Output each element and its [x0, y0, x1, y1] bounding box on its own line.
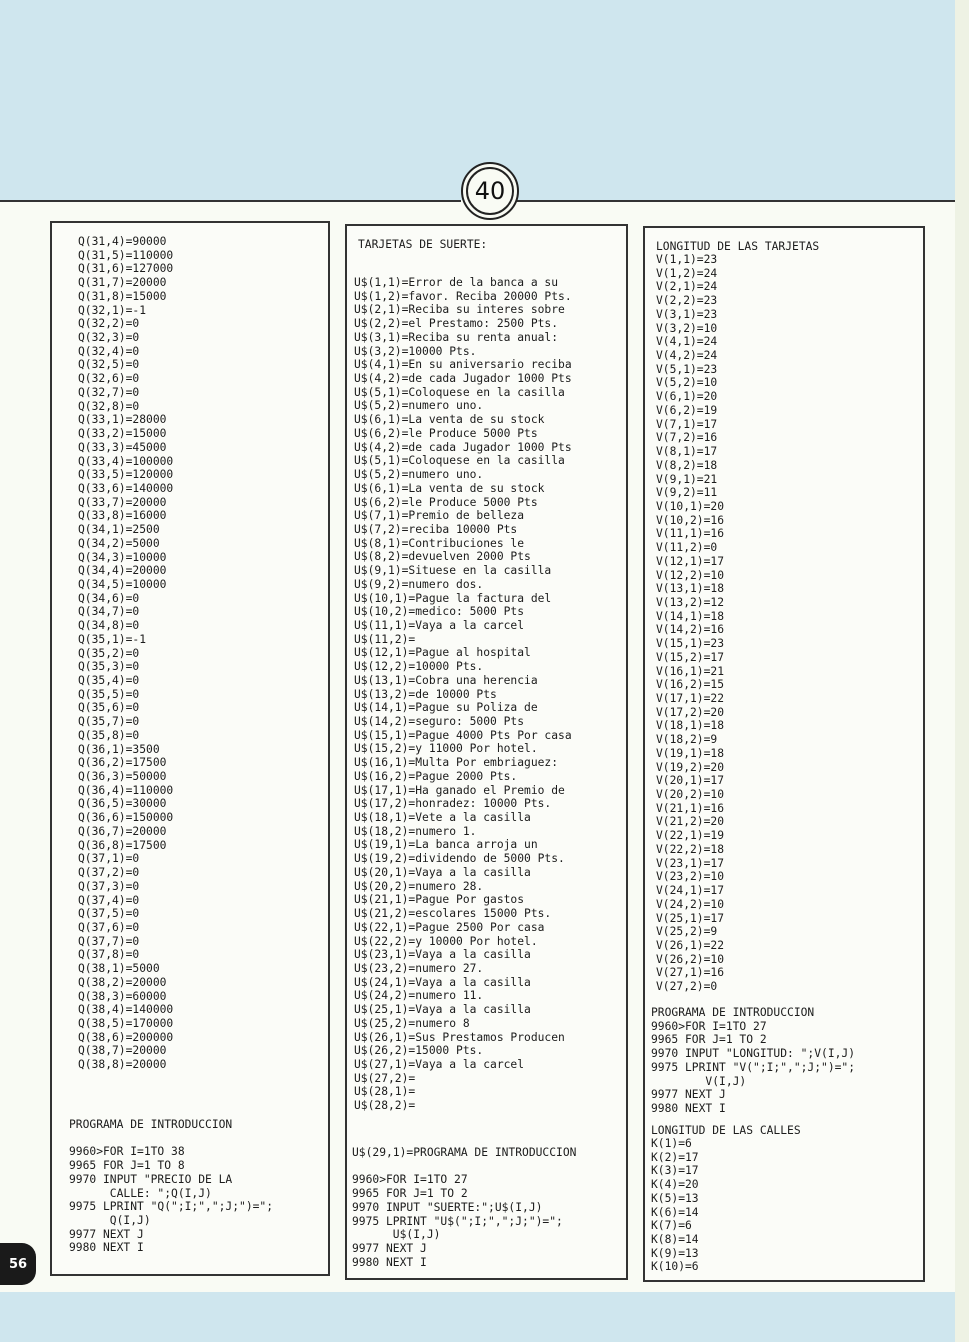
price-line: Q(35,7)=0: [78, 715, 140, 729]
street-length-line: K(8)=14: [651, 1233, 699, 1247]
card-line: U$(19,1)=La banca arroja un: [354, 838, 538, 852]
street-length-line: K(2)=17: [651, 1150, 699, 1164]
card-line: U$(1,2)=favor. Reciba 20000 Pts.: [354, 289, 572, 303]
price-line: Q(32,7)=0: [78, 385, 140, 399]
card-length-line: V(13,2)=12: [656, 595, 725, 609]
price-line: Q(32,3)=0: [78, 331, 140, 345]
card-length-line: V(6,1)=20: [656, 390, 718, 404]
card-length-line: V(22,2)=18: [656, 842, 725, 856]
longitud-program: PROGRAMA DE INTRODUCCION 9960>FOR I=1TO 27 9965 FOR J=1 TO 2 9970 INPUT "LONGITUD: ";V(I,J) 9975 LPRINT "V(";I;",";J;")="; V(I,J) 9977 NEXT J 9980 NEXT I: [651, 1006, 856, 1116]
card-length-line: V(18,2)=9: [656, 733, 718, 747]
card-line: U$(1,1)=Error de la banca a su: [354, 276, 559, 289]
price-line: Q(33,5)=120000: [78, 468, 174, 482]
card-line: U$(13,1)=Cobra una herencia: [354, 673, 538, 687]
price-line: Q(35,2)=0: [78, 646, 140, 660]
price-line: Q(34,4)=20000: [78, 564, 167, 578]
price-line: Q(37,6)=0: [78, 920, 140, 934]
card-line: U$(14,2)=seguro: 5000 Pts: [354, 715, 525, 728]
card-length-line: V(23,2)=10: [656, 870, 725, 884]
card-line: U$(19,2)=dividendo de 5000 Pts.: [354, 852, 565, 866]
card-length-line: V(5,2)=10: [656, 376, 718, 390]
card-line: U$(16,2)=Pague 2000 Pts.: [354, 769, 518, 783]
card-line: U$(21,1)=Pague Por gastos: [354, 893, 525, 907]
card-length-line: V(10,2)=16: [656, 513, 725, 527]
price-line: Q(38,4)=140000: [78, 1003, 174, 1017]
price-line: Q(37,3)=0: [78, 879, 140, 893]
card-length-line: V(19,1)=18: [656, 746, 725, 760]
prices-program: PROGRAMA DE INTRODUCCION 9960>FOR I=1TO 38 9965 FOR J=1 TO 8 9970 INPUT "PRECIO DE LA CALLE: ";Q(I,J) 9975 LPRINT "Q(";I;",";J;")="; Q(I,J) 9977 NEXT J 9980 NEXT I: [69, 1118, 274, 1255]
card-length-line: V(22,1)=19: [656, 829, 725, 843]
card-line: U$(4,2)=de cada Jugador 1000 Pts: [354, 440, 572, 454]
card-length-line: V(9,1)=21: [656, 472, 718, 486]
card-length-line: V(6,2)=19: [656, 403, 718, 417]
card-length-line: V(9,2)=11: [656, 486, 718, 500]
card-length-line: V(8,1)=17: [656, 445, 718, 459]
card-line: U$(9,1)=Situese en la casilla: [354, 564, 552, 578]
price-line: Q(36,2)=17500: [78, 756, 167, 770]
card-length-line: V(16,1)=21: [656, 664, 725, 678]
price-line: Q(33,6)=140000: [78, 481, 174, 495]
price-line: Q(32,4)=0: [78, 344, 140, 358]
price-line: Q(34,3)=10000: [78, 550, 167, 564]
card-length-line: V(19,2)=20: [656, 760, 725, 774]
card-line: U$(8,1)=Contribuciones le: [354, 536, 525, 550]
card-length-line: V(7,1)=17: [656, 417, 718, 431]
card-length-line: V(1,2)=24: [656, 266, 718, 280]
card-length-line: V(17,2)=20: [656, 705, 725, 719]
card-length-line: V(27,2)=0: [656, 980, 718, 994]
price-line: Q(35,5)=0: [78, 687, 140, 701]
card-line: U$(13,2)=de 10000 Pts: [354, 687, 497, 701]
card-length-line: V(20,1)=17: [656, 774, 725, 788]
card-line: U$(18,1)=Vete a la casilla: [354, 811, 531, 825]
price-line: Q(34,6)=0: [78, 591, 140, 605]
card-line: U$(27,2)=: [354, 1071, 416, 1085]
price-line: Q(37,4)=0: [78, 893, 140, 907]
price-line: Q(35,3)=0: [78, 660, 140, 674]
card-line: U$(15,1)=Pague 4000 Pts Por casa: [354, 728, 572, 742]
price-line: Q(32,8)=0: [78, 399, 140, 413]
price-line: Q(31,8)=15000: [78, 289, 167, 303]
card-line: U$(7,2)=reciba 10000 Pts: [354, 522, 518, 536]
price-line: Q(36,4)=110000: [78, 783, 174, 797]
price-line: Q(33,7)=20000: [78, 495, 167, 509]
card-length-line: V(15,2)=17: [656, 650, 725, 664]
price-line: Q(35,1)=-1: [78, 632, 147, 646]
price-line: Q(38,1)=5000: [78, 962, 160, 976]
card-line: U$(3,1)=Reciba su renta anual:: [354, 330, 559, 344]
column-prices: [50, 221, 330, 1276]
card-length-line: V(14,1)=18: [656, 609, 725, 623]
price-line: Q(36,3)=50000: [78, 770, 167, 784]
column-longitud: [643, 226, 925, 1282]
card-line: U$(7,1)=Premio de belleza: [354, 509, 525, 523]
column-suerte: [345, 224, 628, 1280]
card-line: U$(11,2)=: [354, 632, 416, 646]
card-length-line: V(4,2)=24: [656, 349, 718, 363]
card-line: U$(16,1)=Multa Por embriaguez:: [354, 756, 559, 770]
card-line: U$(4,1)=En su aniversario reciba: [354, 358, 572, 372]
price-line: Q(32,1)=-1: [78, 303, 147, 317]
price-line: Q(33,2)=15000: [78, 427, 167, 441]
street-length-line: K(10)=6: [651, 1260, 699, 1274]
price-line: Q(35,6)=0: [78, 701, 140, 715]
card-line: U$(26,2)=15000 Pts.: [354, 1044, 484, 1058]
card-line: U$(22,1)=Pague 2500 Por casa: [354, 920, 545, 934]
price-line: Q(33,3)=45000: [78, 440, 167, 454]
card-line: U$(8,2)=devuelven 2000 Pts: [354, 550, 531, 564]
card-line: U$(2,1)=Reciba su interes sobre: [354, 303, 565, 317]
price-line: Q(36,5)=30000: [78, 797, 167, 811]
card-line: U$(6,2)=le Produce 5000 Pts: [354, 495, 538, 509]
card-length-line: V(16,2)=15: [656, 678, 725, 692]
card-line: U$(22,2)=y 10000 Por hotel.: [354, 934, 538, 948]
street-length-line: K(1)=6: [651, 1137, 692, 1150]
card-line: U$(24,1)=Vaya a la casilla: [354, 975, 531, 989]
header-rule-right: [517, 200, 955, 202]
price-line: Q(34,1)=2500: [78, 523, 160, 537]
price-line: Q(31,7)=20000: [78, 276, 167, 290]
card-length-line: V(2,2)=23: [656, 294, 718, 308]
card-length-line: V(1,1)=23: [656, 253, 718, 266]
card-line: U$(28,1)=: [354, 1085, 416, 1099]
card-length-line: V(3,1)=23: [656, 307, 718, 321]
price-line: Q(37,8)=0: [78, 948, 140, 962]
calles-title: LONGITUD DE LAS CALLES: [651, 1124, 801, 1137]
street-length-line: K(5)=13: [651, 1191, 699, 1205]
card-length-line: V(8,2)=18: [656, 458, 718, 472]
card-line: U$(20,1)=Vaya a la casilla: [354, 865, 531, 879]
price-line: Q(33,8)=16000: [78, 509, 167, 523]
price-line: Q(36,8)=17500: [78, 838, 167, 852]
card-line: U$(23,1)=Vaya a la casilla: [354, 948, 531, 962]
prices-listing: [78, 235, 173, 1072]
card-length-line: V(12,1)=17: [656, 554, 725, 568]
longitud-listing: [656, 253, 724, 994]
suerte-program: U$(29,1)=PROGRAMA DE INTRODUCCION 9960>FOR I=1TO 27 9965 FOR J=1 TO 2 9970 INPUT "SUERTE:";U$(I,J) 9975 LPRINT "U$(";I;",";J;")="; U$(I,J) 9977 NEXT J 9980 NEXT I: [352, 1146, 577, 1269]
card-line: U$(25,2)=numero 8: [354, 1016, 470, 1030]
card-length-line: V(10,1)=20: [656, 499, 725, 513]
card-length-line: V(26,1)=22: [656, 938, 725, 952]
page-number: 56: [0, 1243, 36, 1285]
card-length-line: V(13,1)=18: [656, 582, 725, 596]
card-length-line: V(4,1)=24: [656, 335, 718, 349]
suerte-listing: [354, 276, 572, 1113]
price-line: Q(31,6)=127000: [78, 262, 174, 276]
card-length-line: V(24,2)=10: [656, 897, 725, 911]
card-length-line: V(24,1)=17: [656, 884, 725, 898]
card-line: U$(17,2)=honradez: 10000 Pts.: [354, 797, 552, 811]
card-length-line: V(15,1)=23: [656, 637, 725, 651]
street-length-line: K(3)=17: [651, 1164, 699, 1178]
price-line: Q(33,4)=100000: [78, 454, 174, 468]
price-line: Q(38,8)=20000: [78, 1058, 167, 1072]
street-length-line: K(6)=14: [651, 1205, 699, 1219]
card-line: U$(6,1)=La venta de su stock: [354, 481, 545, 495]
card-line: U$(6,1)=La venta de su stock: [354, 413, 545, 427]
card-length-line: V(17,1)=22: [656, 692, 725, 705]
card-length-line: V(25,1)=17: [656, 911, 725, 925]
card-line: U$(5,2)=numero uno.: [354, 468, 484, 482]
price-line: Q(38,5)=170000: [78, 1016, 174, 1030]
street-length-line: K(7)=6: [651, 1219, 692, 1233]
card-line: U$(25,1)=Vaya a la casilla: [354, 1003, 531, 1017]
card-length-line: V(18,1)=18: [656, 719, 725, 733]
card-line: U$(17,1)=Ha ganado el Premio de: [354, 783, 565, 797]
price-line: Q(36,1)=3500: [78, 742, 160, 756]
card-line: U$(10,2)=medico: 5000 Pts: [354, 605, 525, 619]
card-line: U$(21,2)=escolares 15000 Pts.: [354, 907, 552, 921]
card-line: U$(23,2)=numero 27.: [354, 961, 484, 975]
card-line: U$(6,2)=le Produce 5000 Pts: [354, 426, 538, 440]
card-length-line: V(14,2)=16: [656, 623, 725, 637]
card-length-line: V(11,1)=16: [656, 527, 725, 541]
card-line: U$(28,2)=: [354, 1099, 416, 1113]
price-line: Q(34,8)=0: [78, 619, 140, 633]
card-length-line: V(23,1)=17: [656, 856, 725, 870]
card-line: U$(3,2)=10000 Pts.: [354, 344, 477, 358]
card-line: U$(4,2)=de cada Jugador 1000 Pts: [354, 372, 572, 386]
card-line: U$(5,1)=Coloquese en la casilla: [354, 385, 565, 399]
card-line: U$(10,1)=Pague la factura del: [354, 591, 552, 605]
price-line: Q(32,6)=0: [78, 372, 140, 386]
price-line: Q(38,6)=200000: [78, 1030, 174, 1044]
section-badge: [461, 162, 519, 220]
price-line: Q(31,5)=110000: [78, 248, 174, 262]
card-line: U$(18,2)=numero 1.: [354, 824, 477, 838]
card-line: U$(15,2)=y 11000 Por hotel.: [354, 742, 538, 756]
price-line: Q(34,2)=5000: [78, 536, 160, 550]
price-line: Q(32,2)=0: [78, 317, 140, 331]
section-number: 40: [466, 167, 514, 215]
price-line: Q(37,7)=0: [78, 934, 140, 948]
card-line: U$(2,2)=el Prestamo: 2500 Pts.: [354, 317, 559, 331]
card-line: U$(26,1)=Sus Prestamos Producen: [354, 1030, 565, 1044]
price-line: Q(36,6)=150000: [78, 811, 174, 825]
card-length-line: V(21,2)=20: [656, 815, 725, 829]
price-line: Q(34,7)=0: [78, 605, 140, 619]
longitud-title: LONGITUD DE LAS TARJETAS: [656, 240, 820, 253]
price-line: Q(37,2)=0: [78, 866, 140, 880]
price-line: Q(37,5)=0: [78, 907, 140, 921]
calles-listing: [651, 1137, 699, 1274]
suerte-title: TARJETAS DE SUERTE:: [358, 238, 488, 251]
price-line: Q(34,5)=10000: [78, 577, 167, 591]
card-line: U$(24,2)=numero 11.: [354, 989, 484, 1003]
header-rule-left: [0, 200, 461, 202]
price-line: Q(31,4)=90000: [78, 235, 167, 248]
price-line: Q(38,7)=20000: [78, 1044, 167, 1058]
card-length-line: V(20,2)=10: [656, 788, 725, 802]
price-line: Q(36,7)=20000: [78, 824, 167, 838]
card-line: U$(12,1)=Pague al hospital: [354, 646, 531, 660]
card-line: U$(27,1)=Vaya a la carcel: [354, 1057, 525, 1071]
card-length-line: V(3,2)=10: [656, 321, 718, 335]
card-length-line: V(2,1)=24: [656, 280, 718, 294]
card-line: U$(9,2)=numero dos.: [354, 577, 484, 591]
price-line: Q(32,5)=0: [78, 358, 140, 372]
card-length-line: V(11,2)=0: [656, 541, 718, 555]
price-line: Q(38,2)=20000: [78, 975, 167, 989]
card-length-line: V(26,2)=10: [656, 952, 725, 966]
price-line: Q(37,1)=0: [78, 852, 140, 866]
card-line: U$(14,1)=Pague su Poliza de: [354, 701, 538, 715]
price-line: Q(33,1)=28000: [78, 413, 167, 427]
card-length-line: V(25,2)=9: [656, 925, 718, 939]
card-line: U$(5,1)=Coloquese en la casilla: [354, 454, 565, 468]
card-line: U$(12,2)=10000 Pts.: [354, 660, 484, 674]
card-length-line: V(5,1)=23: [656, 362, 718, 376]
card-length-line: V(27,1)=16: [656, 966, 725, 980]
page-edge: [955, 0, 969, 1342]
card-length-line: V(21,1)=16: [656, 801, 725, 815]
price-line: Q(38,3)=60000: [78, 989, 167, 1003]
card-line: U$(20,2)=numero 28.: [354, 879, 484, 893]
price-line: Q(35,8)=0: [78, 728, 140, 742]
street-length-line: K(4)=20: [651, 1178, 699, 1192]
street-length-line: K(9)=13: [651, 1246, 699, 1260]
price-line: Q(35,4)=0: [78, 674, 140, 687]
card-length-line: V(7,2)=16: [656, 431, 718, 445]
card-line: U$(5,2)=numero uno.: [354, 399, 484, 413]
card-line: U$(11,1)=Vaya a la carcel: [354, 618, 525, 632]
card-length-line: V(12,2)=10: [656, 568, 725, 582]
